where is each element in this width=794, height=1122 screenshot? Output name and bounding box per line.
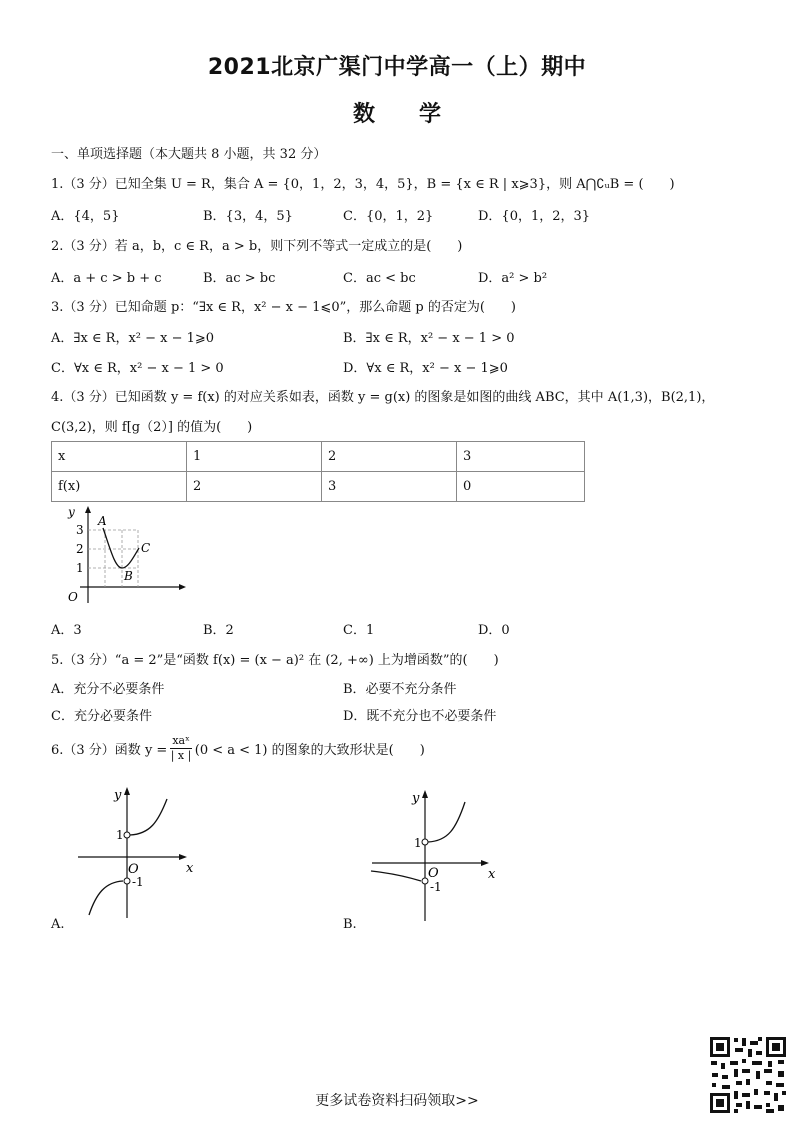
q6-stem-prefix: 6.（3 分）函数 y = bbox=[51, 743, 168, 758]
table-cell: x bbox=[52, 442, 187, 472]
q5-option-c: C．充分必要条件 bbox=[51, 709, 152, 724]
q5-option-b: B．必要不充分条件 bbox=[343, 682, 457, 697]
q1-option-b: B．{3，4，5} bbox=[203, 209, 293, 224]
page-title: 2021北京广渠门中学高一（上）期中 bbox=[207, 55, 587, 80]
q6-option-b: B. bbox=[343, 917, 357, 932]
q3-option-b: B．∃x ∈ R，x² − x − 1 > 0 bbox=[343, 331, 515, 346]
table-cell: 2 bbox=[187, 472, 322, 502]
table-cell: 1 bbox=[187, 442, 322, 472]
table-cell: f(x) bbox=[52, 472, 187, 502]
q2-option-c: C．ac < bc bbox=[343, 271, 416, 286]
q6-fraction-numerator: xaˣ bbox=[172, 734, 190, 747]
graph-origin-label: O bbox=[68, 590, 78, 604]
q5-option-a: A．充分不必要条件 bbox=[51, 682, 165, 697]
q6-fraction-denominator: | x | bbox=[170, 749, 192, 762]
table-cell: 3 bbox=[457, 442, 585, 472]
graph-y-label: y bbox=[68, 505, 75, 519]
q6-option-a: A. bbox=[51, 917, 65, 932]
question-4-stem-line2: C(3,2)，则 f[g（2）] 的值为( ) bbox=[51, 420, 253, 435]
graph-b-y-label: y bbox=[412, 791, 420, 806]
q5-option-d: D．既不充分也不必要条件 bbox=[343, 709, 497, 724]
graph-a-tick-neg1: -1 bbox=[132, 875, 144, 889]
graph-a-origin: O bbox=[128, 862, 139, 877]
q3-option-d: D．∀x ∈ R，x² − x − 1⩾0 bbox=[343, 361, 508, 376]
graph-b-origin: O bbox=[428, 866, 439, 881]
question-5-stem: 5.（3 分）“a = 2”是“函数 f(x) = (x − a)² 在 (2, +∞) 上为增函数”的( ) bbox=[51, 653, 499, 668]
section-heading: 一、单项选择题（本大题共 8 小题，共 32 分） bbox=[51, 147, 327, 162]
q6-graph-a bbox=[70, 782, 210, 922]
graph-point-a: A bbox=[98, 514, 107, 528]
q4-option-d: D．0 bbox=[478, 623, 510, 638]
question-3-stem: 3.（3 分）已知命题 p：“∃x ∈ R，x² − x − 1⩽0”，那么命题 p 的否定为( ) bbox=[51, 300, 516, 315]
q3-option-c: C．∀x ∈ R，x² − x − 1 > 0 bbox=[51, 361, 224, 376]
q2-option-b: B．ac > bc bbox=[203, 271, 276, 286]
graph-b-tick-1: 1 bbox=[414, 836, 422, 850]
q2-option-a: A．a + c > b + c bbox=[51, 271, 162, 286]
graph-tick-2: 2 bbox=[76, 542, 84, 556]
q6-stem-suffix: (0 < a < 1) 的图象的大致形状是( ) bbox=[194, 743, 425, 758]
function-table bbox=[51, 441, 585, 502]
graph-a-tick-1: 1 bbox=[116, 828, 124, 842]
graph-point-c: C bbox=[141, 541, 151, 555]
q4-option-a: A．3 bbox=[51, 623, 82, 638]
subject-title: 数 学 bbox=[352, 102, 441, 127]
q4-option-c: C．1 bbox=[343, 623, 375, 638]
graph-tick-3: 3 bbox=[76, 523, 84, 537]
question-6-stem bbox=[51, 734, 425, 763]
footer-qr-prompt[interactable]: 更多试卷资料扫码领取>> bbox=[315, 1093, 479, 1109]
graph-b-x-label: x bbox=[488, 867, 496, 882]
q2-option-d: D．a² > b² bbox=[478, 271, 548, 286]
graph-tick-1: 1 bbox=[76, 561, 84, 575]
q6-fraction bbox=[170, 734, 191, 763]
q4-option-b: B．2 bbox=[203, 623, 234, 638]
table-cell: 3 bbox=[322, 472, 457, 502]
q6-graph-b bbox=[368, 785, 508, 925]
q1-option-d: D．{0，1，2，3} bbox=[478, 209, 591, 224]
q1-option-c: C．{0，1，2} bbox=[343, 209, 434, 224]
question-1-stem: 1.（3 分）已知全集 U = R，集合 A = {0，1，2，3，4，5}，B = {x ∈ R | x⩾3}，则 A⋂∁ᵤB = ( ) bbox=[51, 177, 675, 192]
table-cell: 0 bbox=[457, 472, 585, 502]
graph-point-b: B bbox=[124, 569, 133, 583]
q1-option-a: A．{4，5} bbox=[51, 209, 120, 224]
question-2-stem: 2.（3 分）若 a，b，c ∈ R，a > b，则下列不等式一定成立的是( ) bbox=[51, 239, 463, 254]
q3-option-a: A．∃x ∈ R，x² − x − 1⩾0 bbox=[51, 331, 215, 346]
table-row bbox=[52, 442, 585, 472]
graph-a-y-label: y bbox=[114, 788, 122, 803]
table-cell: 2 bbox=[322, 442, 457, 472]
graph-b-tick-neg1: -1 bbox=[430, 880, 442, 894]
graph-a-x-label: x bbox=[186, 861, 194, 876]
question-4-stem-line1: 4.（3 分）已知函数 y = f(x) 的对应关系如表，函数 y = g(x) 的图象是如图的曲线 ABC，其中 A(1,3)，B(2,1)， bbox=[51, 390, 715, 405]
table-row bbox=[52, 472, 585, 502]
curve-abc-graph bbox=[55, 503, 195, 608]
